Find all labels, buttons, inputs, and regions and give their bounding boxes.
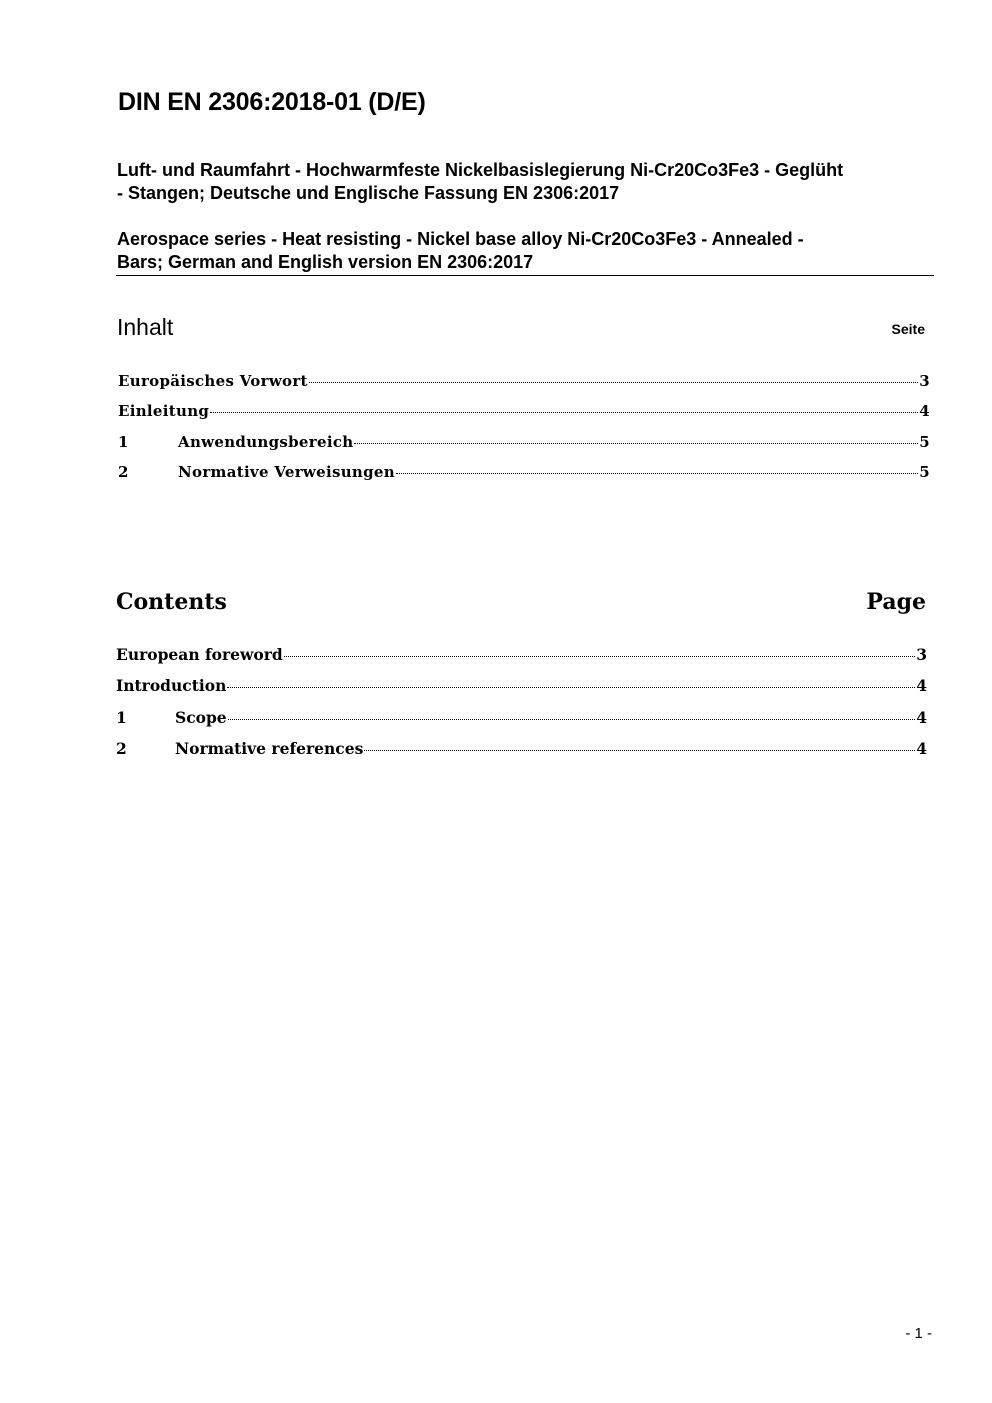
title-german	[117, 159, 937, 205]
toc-entry-leader	[228, 719, 916, 720]
toc-entry-label: Einleitung	[118, 402, 210, 420]
toc-entry-page: 4	[919, 402, 930, 420]
toc-german-entry-foreword[interactable]	[118, 372, 930, 390]
toc-entry-label: Normative references	[175, 739, 364, 758]
toc-entry-page: 4	[916, 676, 927, 695]
toc-entry-page: 4	[916, 708, 927, 727]
toc-entry-page: 3	[916, 645, 927, 664]
toc-german-heading: Inhalt	[117, 314, 174, 340]
toc-entry-leader	[210, 412, 918, 413]
toc-english-entry-scope[interactable]	[116, 708, 927, 727]
toc-german-entry-introduction[interactable]	[118, 402, 930, 420]
toc-english-entry-normative-references[interactable]	[116, 739, 927, 758]
toc-german-entry-normative-references[interactable]	[118, 463, 930, 481]
toc-entry-leader	[284, 656, 915, 657]
toc-entry-label: Europäisches Vorwort	[118, 372, 308, 390]
toc-entry-label: Normative Verweisungen	[178, 463, 395, 481]
page-number: - 1 -	[905, 1325, 932, 1342]
toc-entry-number: 1	[118, 433, 129, 451]
toc-english-heading: Contents	[116, 589, 227, 615]
toc-entry-page: 5	[919, 433, 930, 451]
title-english	[117, 228, 937, 274]
toc-entry-label: Introduction	[116, 676, 227, 695]
toc-entry-label: Anwendungsbereich	[178, 433, 354, 451]
toc-english-entry-introduction[interactable]	[116, 676, 927, 695]
title-german-line-1: Luft- und Raumfahrt - Hochwarmfeste Nickelbasislegierung Ni-Cr20Co3Fe3 - Geglüht	[117, 160, 844, 180]
toc-entry-page: 5	[919, 463, 930, 481]
toc-entry-page: 4	[916, 739, 927, 758]
toc-entry-label: European foreword	[116, 645, 283, 664]
header-divider	[116, 275, 934, 276]
document-id: DIN EN 2306:2018-01 (D/E)	[118, 88, 426, 116]
toc-german-entry-scope[interactable]	[118, 433, 930, 451]
title-english-line-1: Aerospace series - Heat resisting - Nickel base alloy Ni-Cr20Co3Fe3 - Annealed -	[117, 229, 804, 249]
toc-entry-page: 3	[919, 372, 930, 390]
toc-entry-leader	[309, 382, 918, 383]
toc-entry-leader	[396, 473, 918, 474]
toc-entry-number: 1	[116, 708, 127, 727]
toc-entry-number: 2	[118, 463, 129, 481]
toc-entry-leader	[227, 687, 915, 688]
title-english-line-2: Bars; German and English version EN 2306:2017	[117, 252, 534, 272]
toc-english-entry-foreword[interactable]	[116, 645, 927, 664]
toc-entry-number: 2	[116, 739, 127, 758]
toc-entry-leader	[354, 443, 918, 444]
toc-german-page-label: Seite	[891, 321, 925, 337]
toc-entry-label: Scope	[175, 708, 227, 727]
toc-english-page-label: Page	[866, 589, 926, 615]
toc-entry-leader	[364, 750, 915, 751]
title-german-line-2: - Stangen; Deutsche und Englische Fassung EN 2306:2017	[117, 183, 620, 203]
